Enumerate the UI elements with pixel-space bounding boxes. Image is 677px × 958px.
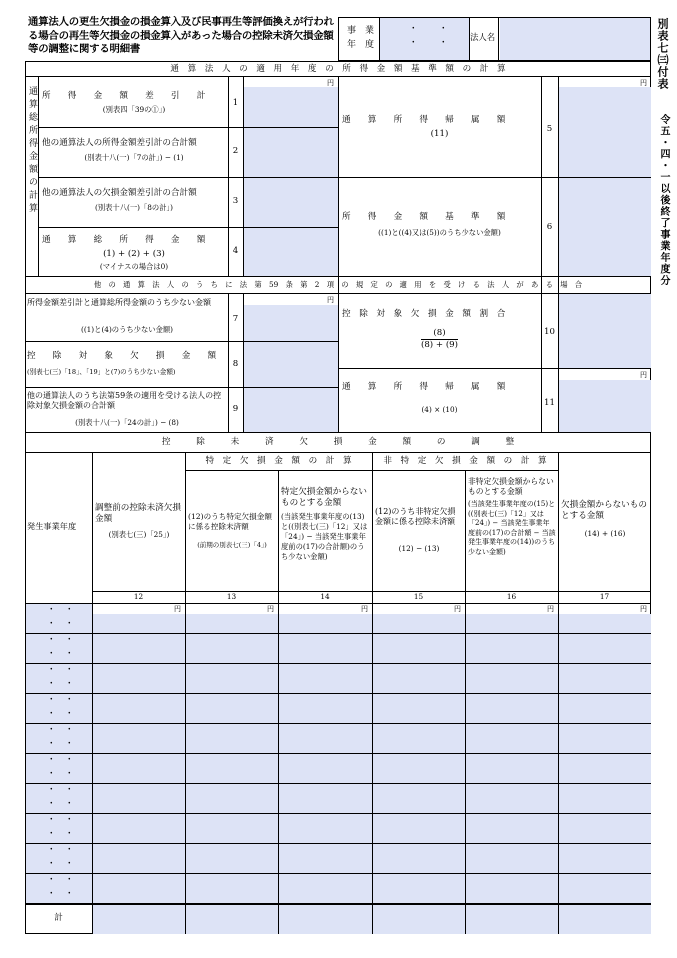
label-10: 控 除 対 象 欠 損 金 額 割 合 bbox=[342, 309, 506, 319]
amount-cell-15[interactable] bbox=[373, 634, 465, 663]
amount-cell-13[interactable] bbox=[186, 844, 278, 873]
amount-cell-14[interactable] bbox=[279, 814, 372, 843]
field-2[interactable] bbox=[244, 128, 338, 177]
form-title: 通算法人の更生欠損金の損金算入及び民事再生等評価換えが行われる場合の再生等欠損金の損金算入があった場合の控除未済欠損金額等の調整に関する明細書 bbox=[28, 16, 334, 56]
label-3: 他の通算法人の欠損金額差引計の合計額 bbox=[42, 188, 197, 198]
amount-cell-12[interactable] bbox=[93, 844, 185, 873]
amount-cell-15[interactable] bbox=[373, 724, 465, 753]
amount-cell-12[interactable] bbox=[93, 754, 185, 783]
col16-header: 非特定欠損金額からないものとする金額 bbox=[468, 477, 554, 496]
amount-cell-16[interactable] bbox=[466, 634, 558, 663]
label-11: 通 算 所 得 帰 属 額 bbox=[342, 382, 506, 392]
fiscal-year-field[interactable]: ・ ・ ・ ・ bbox=[379, 18, 469, 60]
field-7[interactable] bbox=[244, 305, 338, 341]
year-field[interactable]: ・ ・ ・ ・ bbox=[26, 844, 92, 873]
year-field[interactable]: ・ ・ ・ ・ bbox=[26, 724, 92, 753]
amount-cell-14[interactable] bbox=[279, 874, 372, 903]
section2-heading: 他 の 通 算 法 人 の う ち に 法 第 59 条 第 2 項 の 規 定 の 適 用 を 受 け る 法 人 が あ る 場 合 bbox=[93, 280, 583, 289]
jigyo-label: 事 業 bbox=[347, 26, 375, 36]
corp-name-field[interactable] bbox=[500, 18, 650, 60]
amount-cell-12[interactable] bbox=[93, 664, 185, 693]
field-3[interactable] bbox=[244, 178, 338, 227]
amount-cell-13[interactable] bbox=[186, 874, 278, 903]
field-4[interactable] bbox=[244, 228, 338, 276]
year-field[interactable]: ・ ・ ・ ・ bbox=[26, 664, 92, 693]
amount-cell-14[interactable] bbox=[279, 844, 372, 873]
amount-cell-13[interactable] bbox=[186, 814, 278, 843]
section1-vertical-label: 通算総所得金額の計算 bbox=[27, 86, 37, 216]
amount-cell-12[interactable] bbox=[93, 874, 185, 903]
header-box bbox=[338, 17, 651, 61]
amount-cell-14[interactable] bbox=[279, 694, 372, 723]
label-5: 通 算 所 得 帰 属 額 bbox=[342, 115, 506, 125]
amount-cell-16[interactable] bbox=[466, 784, 558, 813]
amount-cell-17[interactable] bbox=[559, 694, 651, 723]
amount-cell-12[interactable] bbox=[93, 634, 185, 663]
amount-cell-13[interactable] bbox=[186, 664, 278, 693]
col12-header: 調整前の控除未済欠損金額 bbox=[95, 503, 181, 524]
amount-cell-17[interactable] bbox=[559, 874, 651, 903]
amount-cell-15[interactable] bbox=[373, 784, 465, 813]
amount-cell-16[interactable] bbox=[466, 724, 558, 753]
label-9: 他の通算法人のうち法第59条の適用を受ける法人の控除対象欠損金額の合計額 bbox=[27, 391, 222, 410]
amount-cell-16[interactable] bbox=[466, 614, 558, 633]
col15-header: (12)のうち非特定欠損金額に係る控除未済額 bbox=[375, 507, 456, 526]
amount-cell-15[interactable] bbox=[373, 614, 465, 633]
amount-cell-12[interactable] bbox=[93, 724, 185, 753]
field-8[interactable] bbox=[244, 342, 338, 387]
year-field[interactable]: ・ ・ ・ ・ bbox=[26, 604, 92, 633]
field-6[interactable] bbox=[559, 178, 651, 276]
year-field[interactable]: ・ ・ ・ ・ bbox=[26, 754, 92, 783]
amount-cell-14[interactable] bbox=[279, 664, 372, 693]
field-11[interactable] bbox=[559, 380, 651, 432]
amount-cell-13[interactable] bbox=[186, 784, 278, 813]
amount-cell-15[interactable] bbox=[373, 814, 465, 843]
amount-cell-17[interactable] bbox=[559, 784, 651, 813]
hitokutei-heading: 非 特 定 欠 損 金 額 の 計 算 bbox=[383, 456, 547, 466]
amount-cell-12[interactable] bbox=[93, 694, 185, 723]
section1-heading: 通 算 法 人 の 適 用 年 度 の 所 得 金 額 基 準 額 の 計 算 bbox=[170, 64, 506, 74]
amount-cell-17[interactable] bbox=[559, 814, 651, 843]
tokutei-heading: 特 定 欠 損 金 額 の 計 算 bbox=[205, 456, 352, 466]
field-1[interactable] bbox=[244, 87, 338, 127]
amount-cell-14[interactable] bbox=[279, 754, 372, 783]
amount-cell-12[interactable] bbox=[93, 784, 185, 813]
amount-cell-15[interactable] bbox=[373, 664, 465, 693]
amount-cell-13[interactable] bbox=[186, 694, 278, 723]
side-form-number: 別表七㈢付表 bbox=[656, 18, 669, 90]
field-10[interactable] bbox=[559, 294, 651, 368]
amount-cell-14[interactable] bbox=[279, 634, 372, 663]
amount-cell-16[interactable] bbox=[466, 844, 558, 873]
year-field[interactable]: ・ ・ ・ ・ bbox=[26, 784, 92, 813]
amount-cell-16[interactable] bbox=[466, 694, 558, 723]
field-9[interactable] bbox=[244, 388, 338, 432]
label-1: 所 得 金 額 差 引 計 bbox=[42, 91, 206, 101]
amount-cell-16[interactable] bbox=[466, 754, 558, 783]
amount-cell-15[interactable] bbox=[373, 754, 465, 783]
col17-header: 欠損金額からないものとする金額 bbox=[561, 500, 647, 521]
year-field[interactable]: ・ ・ ・ ・ bbox=[26, 814, 92, 843]
amount-cell-16[interactable] bbox=[466, 874, 558, 903]
field-5[interactable] bbox=[559, 87, 651, 177]
amount-cell-15[interactable] bbox=[373, 694, 465, 723]
amount-cell-12[interactable] bbox=[93, 614, 185, 633]
amount-cell-14[interactable] bbox=[279, 784, 372, 813]
label-8: 控 除 対 象 欠 損 金 額 bbox=[27, 351, 217, 361]
amount-cell-17[interactable] bbox=[559, 724, 651, 753]
year-field[interactable]: ・ ・ ・ ・ bbox=[26, 874, 92, 903]
amount-cell-13[interactable] bbox=[186, 634, 278, 663]
col13-header: (12)のうち特定欠損金額に係る控除未済額 bbox=[188, 512, 272, 531]
amount-cell-15[interactable] bbox=[373, 844, 465, 873]
label-4: 通 算 総 所 得 金 額 bbox=[42, 235, 206, 245]
year-field[interactable]: ・ ・ ・ ・ bbox=[26, 694, 92, 723]
amount-cell-15[interactable] bbox=[373, 874, 465, 903]
amount-cell-14[interactable] bbox=[279, 724, 372, 753]
amount-cell-13[interactable] bbox=[186, 754, 278, 783]
col14-header: 特定欠損金額からないものとする金額 bbox=[281, 487, 367, 508]
label-6: 所 得 金 額 基 準 額 bbox=[342, 212, 506, 222]
amount-cell-17[interactable] bbox=[559, 754, 651, 783]
side-revision: 令五・四・一以後終了事業年度分 bbox=[658, 114, 669, 287]
total-label: 計 bbox=[54, 913, 63, 923]
label-7: 所得金額差引計と通算総所得金額のうち少ない金額 bbox=[27, 298, 211, 307]
amount-cell-13[interactable] bbox=[186, 724, 278, 753]
amount-cell-17[interactable] bbox=[559, 844, 651, 873]
amount-cell-13[interactable] bbox=[186, 614, 278, 633]
amount-cell-17[interactable] bbox=[559, 664, 651, 693]
label-2: 他の通算法人の所得金額差引計の合計額 bbox=[42, 138, 197, 148]
col-year-header: 発生事業年度 bbox=[27, 521, 77, 531]
amount-cell-14[interactable] bbox=[279, 614, 372, 633]
nendo-label: 年 度 bbox=[347, 40, 375, 50]
amount-cell-17[interactable] bbox=[559, 614, 651, 633]
amount-cell-17[interactable] bbox=[559, 634, 651, 663]
section3-heading: 控 除 未 済 欠 損 金 額 の 調 整 bbox=[161, 437, 515, 447]
amount-cell-16[interactable] bbox=[466, 664, 558, 693]
amount-cell-12[interactable] bbox=[93, 814, 185, 843]
year-field[interactable]: ・ ・ ・ ・ bbox=[26, 634, 92, 663]
ratio-fraction: $\frac{(8)}{(8) + (9)}$ bbox=[420, 328, 458, 350]
corp-name-label: 法人名 bbox=[470, 32, 496, 42]
amount-cell-16[interactable] bbox=[466, 814, 558, 843]
